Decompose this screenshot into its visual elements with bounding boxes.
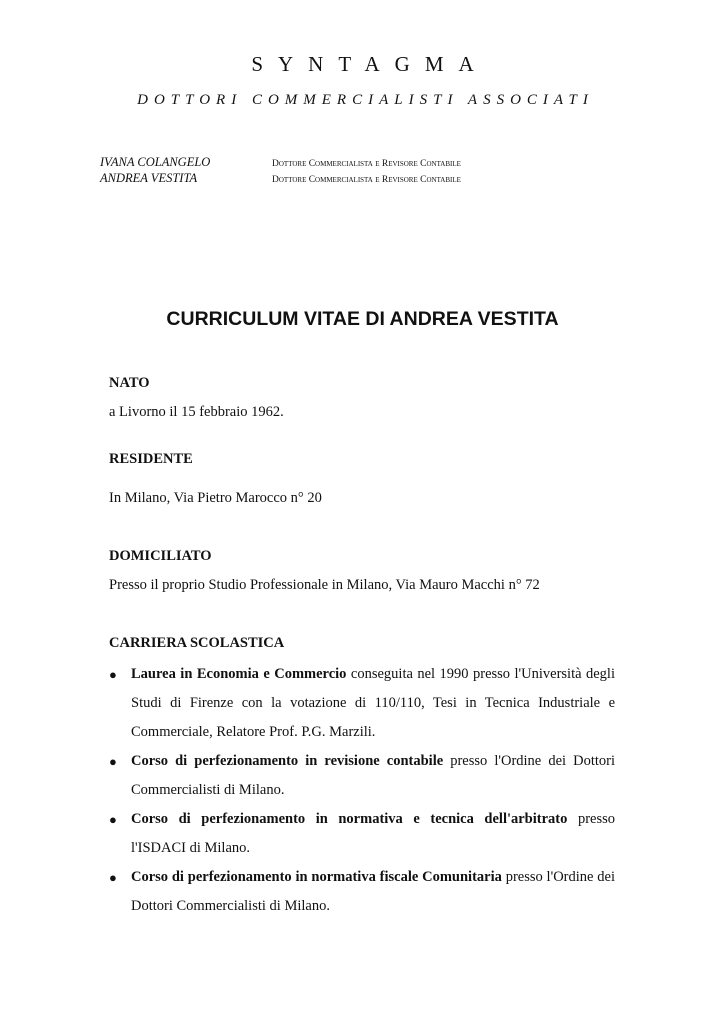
partners-list (100, 155, 461, 187)
partner-name: ANDREA VESTITA (100, 171, 198, 185)
list-item (109, 660, 615, 747)
item-text: presso l'Ordine dei Dottori Commercialisti di Milano. (131, 753, 615, 798)
bullet-icon: ● (109, 754, 117, 769)
bullet-icon: ● (109, 870, 117, 885)
section-heading-carriera: CARRIERA SCOLASTICA (109, 635, 285, 651)
partner-row (100, 171, 461, 187)
item-text: presso l'Ordine dei Dottori Commercialisti di Milano. (131, 869, 615, 914)
section-text-domiciliato: Presso il proprio Studio Professionale in Milano, Via Mauro Macchi n° 72 (109, 577, 540, 593)
firm-name: SYNTAGMA (251, 52, 489, 76)
list-item (109, 747, 615, 805)
item-text: presso l'ISDACI di Milano. (131, 811, 615, 856)
item-text: conseguita nel 1990 presso l'Università degli Studi di Firenze con la votazione di 110/110, Tesi in Tecnica Industriale e Commerciale, Relatore Prof. P.G. Marzili. (131, 666, 615, 740)
item-bold: Corso di perfezionamento in normativa e tecnica dell'arbitrato (131, 811, 568, 827)
document-title: CURRICULUM VITAE DI ANDREA VESTITA (166, 308, 559, 330)
partner-title: Dottore Commercialista e Revisore Contabile (272, 159, 461, 169)
partner-row (100, 155, 461, 171)
list-item (109, 863, 615, 921)
item-bold: Corso di perfezionamento in revisione contabile (131, 753, 444, 769)
item-bold: Laurea in Economia e Commercio (131, 666, 347, 682)
section-heading-domiciliato: DOMICILIATO (109, 548, 212, 564)
bullet-icon: ● (109, 812, 117, 827)
section-heading-nato: NATO (109, 375, 150, 391)
firm-subtitle: DOTTORI COMMERCIALISTI ASSOCIATI (137, 92, 594, 108)
section-text-residente: In Milano, Via Pietro Marocco n° 20 (109, 490, 322, 506)
item-bold: Corso di perfezionamento in normativa fiscale Comunitaria (131, 869, 502, 885)
section-text-nato: a Livorno il 15 febbraio 1962. (109, 404, 284, 420)
education-list (109, 660, 615, 921)
bullet-icon: ● (109, 667, 117, 682)
partner-title: Dottore Commercialista e Revisore Contabile (272, 175, 461, 185)
section-heading-residente: RESIDENTE (109, 451, 193, 467)
list-item (109, 805, 615, 863)
partner-name: IVANA COLANGELO (100, 155, 211, 169)
